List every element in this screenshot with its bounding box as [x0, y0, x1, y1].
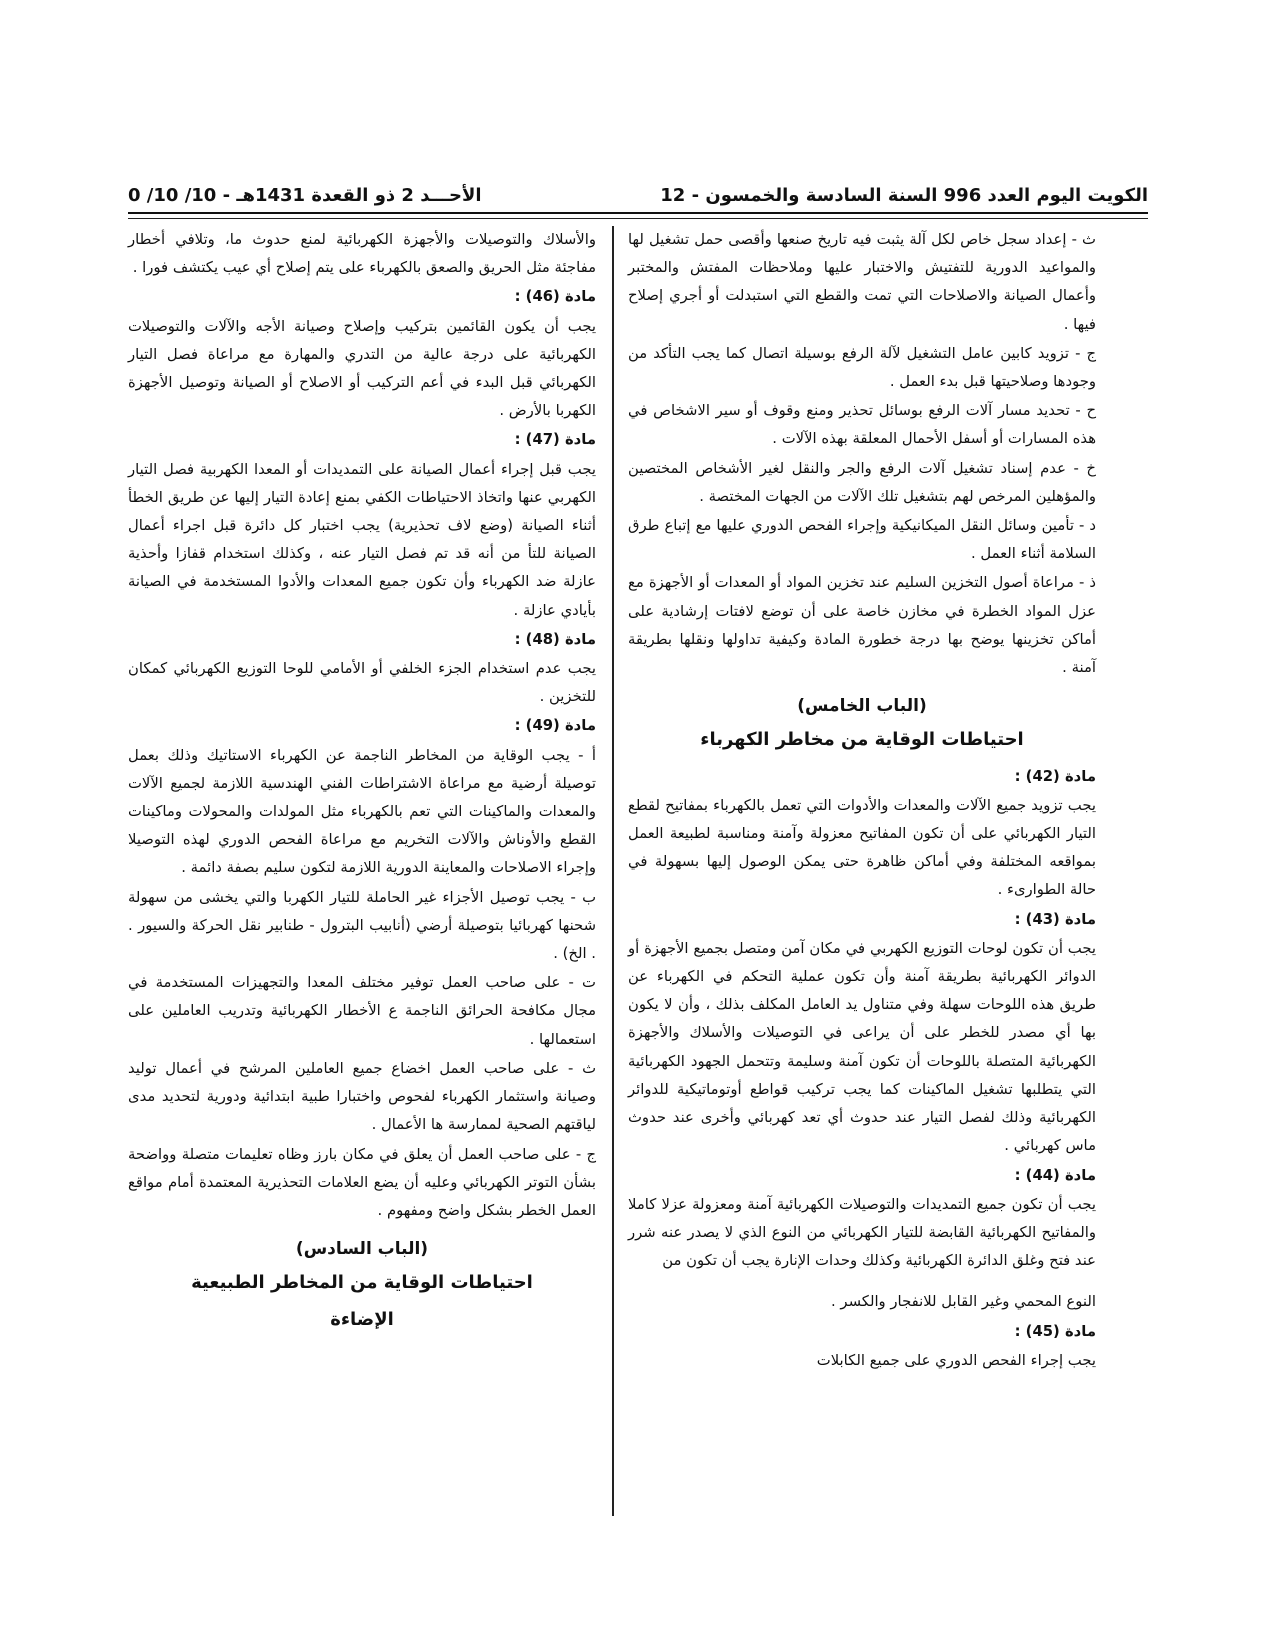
column-divider — [612, 226, 614, 1516]
article-heading: مادة (49) : — [514, 717, 596, 735]
article-heading: مادة (45) : — [1014, 1322, 1096, 1340]
paragraph: يجب تزويد جميع الآلات والمعدات والأدوات التي تعمل بالكهرباء بمفاتيح لقطع التيار الكهربائي على أن تكون المفاتيح معزولة وآمنة ومناسبة لطبيعة العمل بمواقعه المختلفة وفي أماكن ظاهرة حتى يمكن الوصول إليها بسهولة في حالة الطوارىء . — [628, 796, 1096, 899]
paragraph: النوع المحمي وغير القابل للانفجار والكسر . — [831, 1293, 1096, 1311]
paragraph: يجب عدم استخدام الجزء الخلفي أو الأمامي للوحا التوزيع الكهربائي كمكان للتخزين . — [128, 660, 596, 706]
paragraph: ث - على صاحب العمل اخضاع جميع العاملين المرشح في أعمال توليد وصيانة واستثمار الكهرباء لفحوص واختبارا طبية ابتدائية ودورية لتحديد مدى لياقتهم الصحية لممارسة ها الأعمال . — [128, 1059, 596, 1134]
header-rule — [128, 218, 1148, 219]
paragraph: د - تأمين وسائل النقل الميكانيكية وإجراء الفحص الدوري عليها مع إتباع طرق السلامة أثناء العمل . — [628, 517, 1096, 563]
chapter-title: احتياطات الوقاية من مخاطر الكهرباء — [700, 729, 1024, 751]
article-heading: مادة (47) : — [514, 431, 596, 449]
article-heading: مادة (42) : — [1014, 767, 1096, 785]
paragraph: أ - يجب الوقاية من المخاطر الناجمة عن الكهرباء الاستاتيك وذلك بعمل توصيلة أرضية مع مراعاة الاشتراطات الفني الهندسية اللازمة لجميع الآلات والمعدات والماكينات التي تعم بالكهرباء مثل المولدات والمحولات وماكينات القطع والأوناش والآلات التخريم مع مراعاة الفحص الدوري لهذه التوصيلا وإجراء الاصلاحات والمعاينة الدورية اللازمة لتكون سليم بصفة دائمة . — [128, 746, 596, 877]
paragraph: ذ - مراعاة أصول التخزين السليم عند تخزين المواد أو المعدات أو الأجهزة مع عزل المواد الخطرة في مخازن خاصة على أن توضع لافتات إرشادية على أماكن تخزينها يوضح بها درجة خطورة المادة وكيفية تداولها ونقلها بطريقة آمنة . — [628, 574, 1096, 677]
paragraph: ج - على صاحب العمل أن يعلق في مكان بارز وظاه تعليمات متصلة وواضحة بشأن التوتر الكهربائي وعليه أن يضع العلامات التحذيرية المعتمدة أمام مواقع العمل الخطر بشكل واضح ومفهوم . — [128, 1145, 596, 1219]
paragraph: يجب إجراء الفحص الدوري على جميع الكابلات — [816, 1351, 1096, 1369]
chapter-subtitle: الإضاءة — [330, 1308, 394, 1330]
article-heading: مادة (43) : — [1014, 910, 1096, 928]
left-column — [128, 226, 596, 1342]
header-date: الأحـــد 2 ذو القعدة 1431هـ - 10/ 10/ 0 — [128, 184, 482, 206]
paragraph: يجب أن تكون لوحات التوزيع الكهربي في مكان آمن ومتصل بجميع الأجهزة أو الدوائر الكهربائية بطريقة آمنة وأن تكون عملية التحكم في الكهرباء عن طريق هذه اللوحات سهلة وفي متناول يد العامل المكلف بذلك ، وأن لا يكون بها أي مصدر للخطر على أن يراعى في التوصيلات والأسلاك والأجهزة الكهربائية المتصلة باللوحات أن تكون آمنة وسليمة وتتحمل الجهود الكهربائية التي يتطلبها تشغيل الماكينات كما يجب تركيب قواطع أوتوماتيكية للدوائر الكهربائية وذلك لفصل التيار عند حدوث أي تعد كهربائي وأخرى عند حدوث ماس كهربائي . — [628, 939, 1096, 1155]
article-heading: مادة (48) : — [514, 630, 596, 648]
paragraph: ت - على صاحب العمل توفير مختلف المعدا والتجهيزات المستخدمة في مجال مكافحة الحرائق الناجمة ع الأخطار الكهربائية وتدريب العاملين على استعمالها . — [128, 974, 596, 1048]
paragraph: ح - تحديد مسار آلات الرفع بوسائل تحذير ومنع وقوف أو سير الاشخاص في هذه المسارات أو أسفل الأحمال المعلقة بهذه الآلات . — [628, 402, 1096, 448]
page-header — [128, 178, 1148, 214]
article-heading: مادة (44) : — [1014, 1166, 1096, 1184]
header-publication: الكويت اليوم العدد 996 السنة السادسة والخمسون - 12 — [660, 184, 1148, 206]
paragraph: ج - تزويد كابين عامل التشغيل لآلة الرفع بوسيلة اتصال كما يجب التأكد من وجودها وصلاحيتها قبل بدء العمل . — [628, 344, 1096, 391]
paragraph: ب - يجب توصيل الأجزاء غير الحاملة للتيار الكهربا والتي يخشى من سهولة شحنها كهربائيا بتوصيلة أرضي (أنابيب البترول - طنابير نقل الحركة والسيور . . الخ) . — [128, 888, 596, 963]
paragraph: والأسلاك والتوصيلات والأجهزة الكهربائية لمنع حدوث ما، وتلافي أخطار مفاجئة مثل الحريق والصعق بالكهرباء على يتم إصلاح أي عيب يكتشف فورا . — [128, 231, 596, 277]
paragraph: خ - عدم إسناد تشغيل آلات الرفع والجر والنقل لغير الأشخاص المختصين والمؤهلين المرخص لهم بتشغيل تلك الآلات من الجهات المختصة . — [628, 459, 1096, 505]
right-column — [628, 226, 1096, 1376]
paragraph: يجب أن يكون القائمين بتركيب وإصلاح وصيانة الأجه والآلات والتوصيلات الكهربائية على درجة عالية من التدري والمهارة مع مراعاة فصل التيار الكهربائي قبل البدء في أعم التركيب أو الاصلاح أو الصيانة وتوصيل الأجهزة الكهربا بالأرض . — [128, 317, 596, 420]
chapter-heading: (الباب الخامس) — [797, 696, 927, 717]
chapter-title: احتياطات الوقاية من المخاطر الطبيعية — [191, 1272, 533, 1294]
paragraph: يجب قبل إجراء أعمال الصيانة على التمديدات أو المعدا الكهربية فصل التيار الكهربي عنها واتخاذ الاحتياطات الكفي بمنع إعادة التيار إليها عن طريق الخطأ أثناء الصيانة (وضع لاف تحذيرية) يجب اختبار كل دائرة قبل اجراء أعمال الصيانة للتأ من أنه قد تم فصل التيار عنه ، وكذلك استخدام قفازا وأحذية عازلة ضد الكهرباء وأن تكون جميع المعدات والأدوا المستخدمة في الصيانة بأيادي عازلة . — [128, 460, 596, 619]
paragraph: ث - إعداد سجل خاص لكل آلة يثبت فيه تاريخ صنعها وأقصى حمل تشغيل لها والمواعيد الدورية للتفتيش والاختبار عليها وملاحظات المفتش والمختبر وأعمال الصيانة والاصلاحات التي تمت والقطع التي استبدلت أو أجري إصلاح فيها . — [628, 231, 1096, 333]
chapter-heading: (الباب السادس) — [295, 1239, 429, 1260]
article-heading: مادة (46) : — [514, 288, 596, 306]
spacer — [628, 1276, 1096, 1288]
paragraph: يجب أن تكون جميع التمديدات والتوصيلات الكهربائية آمنة ومعزولة عزلا كاملا والمفاتيح الكهربائية القابضة للتيار الكهربائي من النوع الذي لا يصدر عنه شرر عند فتح وغلق الدائرة الكهربائية وكذلك وحدات الإنارة يجب أن تكون من — [628, 1195, 1096, 1270]
